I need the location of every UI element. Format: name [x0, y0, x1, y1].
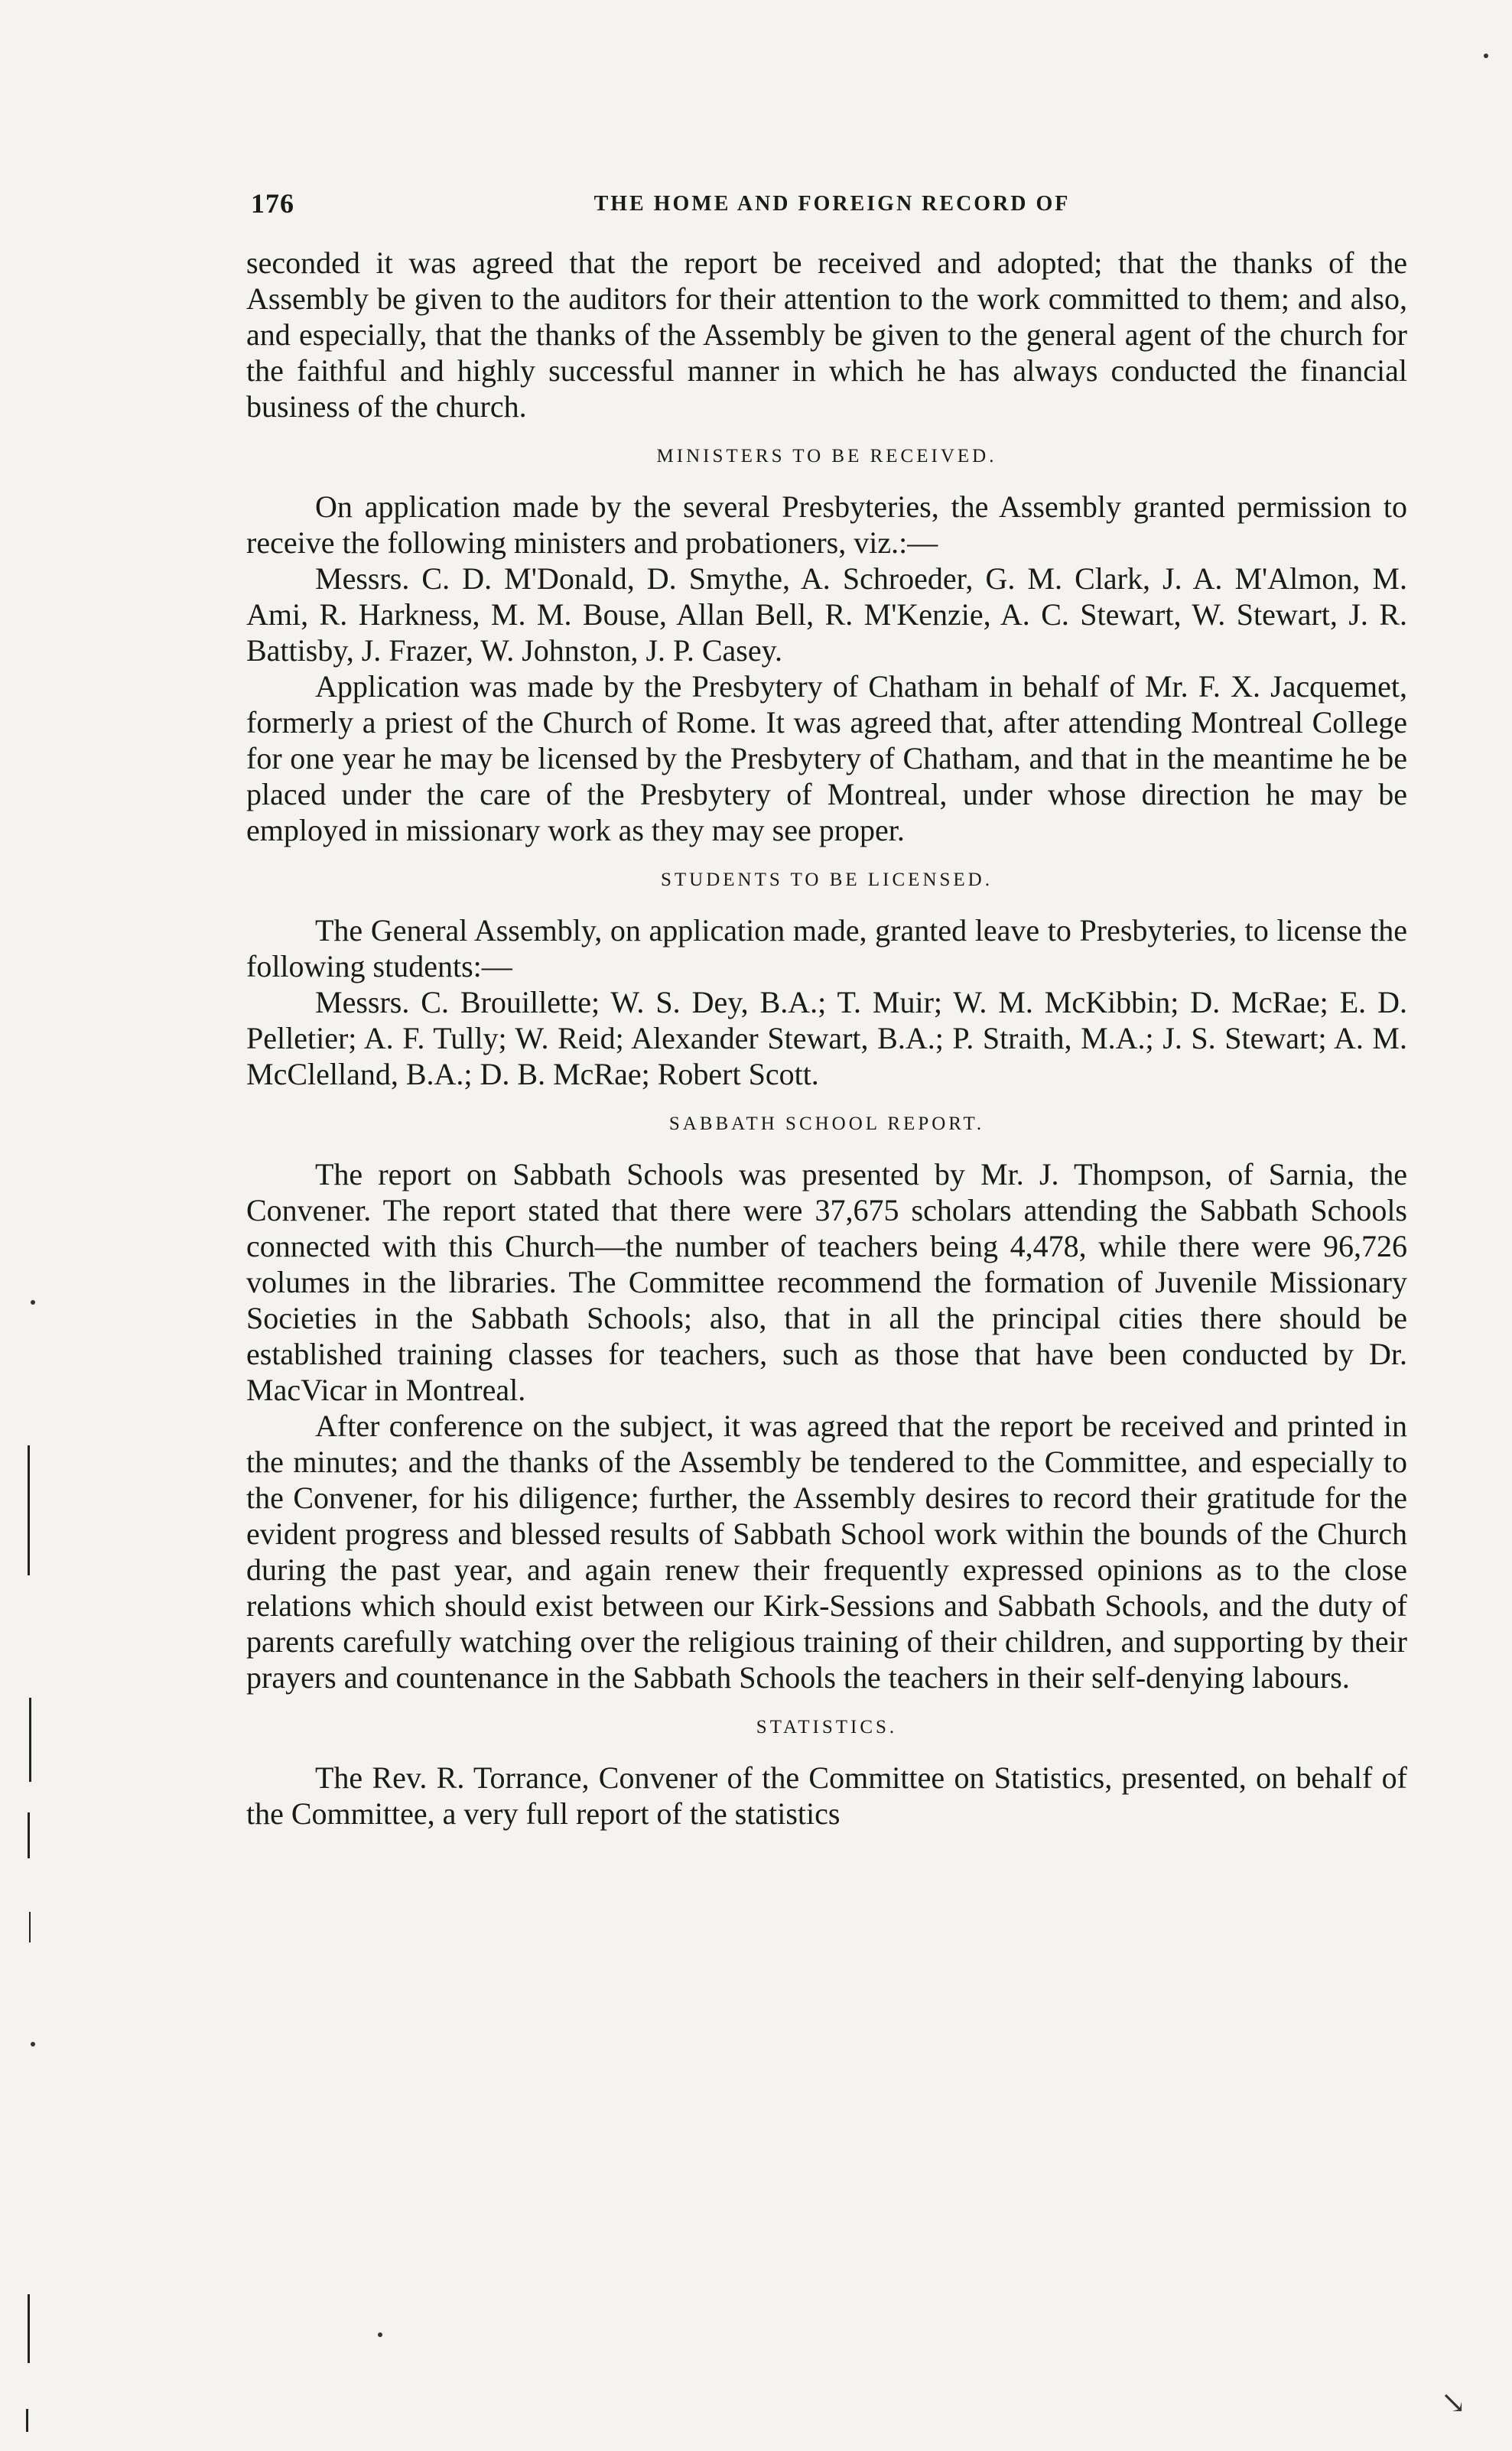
page-number: 176 — [251, 188, 294, 219]
margin-scan-dot — [31, 2042, 35, 2046]
page-header — [251, 187, 1413, 226]
margin-scan-mark — [29, 1912, 31, 1942]
section-heading-sabbath-school: SABBATH SCHOOL REPORT. — [668, 1113, 985, 1134]
body-text — [246, 245, 1407, 1832]
margin-scan-mark — [28, 1812, 30, 1858]
paragraph: The Rev. R. Torrance, Convener of the Committee on Statistics, presented, on behalf of the Committee, a very full report of the statistics — [246, 1760, 1407, 1831]
margin-scan-mark — [28, 1445, 30, 1575]
paragraph-continuation: seconded it was agreed that the report be received and adopted; that the thanks of the Assembly be given to the auditors for their attention to the work committed to them; and also, and especially, that the thanks of the Assembly be given to the general agent of the church for the faithful and highly successful manner in which he has always conducted the financial business of the church. — [246, 245, 1407, 424]
paragraph: The report on Sabbath Schools was presented by Mr. J. Thompson, of Sarnia, the Convener. The report stated that there were 37,675 scholars attending the Sabbath Schools connected with this Church—the number of teachers being 4,478, while there were 96,726 volumes in the libraries. The Committee recommend the formation of Juvenile Missionary Societies in the Sabbath Schools; also, that in all the principal cities there should be established training classes for teachers, such as those that have been conducted by Dr. MacVicar in Montreal. — [246, 1157, 1407, 1407]
margin-scan-dot — [31, 1300, 35, 1305]
running-head: THE HOME AND FOREIGN RECORD OF — [593, 192, 1071, 216]
paragraph: After conference on the subject, it was agreed that the report be received and printed in the minutes; and the thanks of the Assembly be tendered to the Committee, and especially to the Convener, for his diligence; further, the Assembly desires to record their gratitude for the evident progress and blessed results of Sabbath School work within the bounds of the Church during the past year, and again renew their frequently expressed opinions as to the close relations which should exist between our Kirk-Sessions and Sabbath Schools, and the duty of parents carefully watching over the religious training of their children, and supporting by their prayers and countenance in the Sabbath Schools the teachers in their self-denying labours. — [246, 1409, 1407, 1695]
margin-scan-mark — [28, 2294, 30, 2363]
section-heading-ministers: MINISTERS TO BE RECEIVED. — [656, 446, 997, 466]
section-heading-statistics: STATISTICS. — [756, 1717, 898, 1737]
paragraph: On application made by the several Presbyteries, the Assembly granted permission to receive the following ministers and probationers, viz.:— — [246, 489, 1407, 560]
paragraph-name-list: Messrs. C. Brouillette; W. S. Dey, B.A.; T. Muir; W. M. McKibbin; D. McRae; E. D. Pelletier; A. F. Tully; W. Reid; Alexander Stewart, B.A.; P. Straith, M.A.; J. S. Stewart; A. M. McClelland, B.A.; D. B. McRae; Robert Scott. — [246, 985, 1407, 1091]
paragraph: Application was made by the Presbytery of Chatham in behalf of Mr. F. X. Jacquemet, formerly a priest of the Church of Rome. It was agreed that, after attending Montreal College for one year he may be licensed by the Presbytery of Chatham, and that in the meantime he be placed under the care of the Presbytery of Montreal, under whose direction he may be employed in missionary work as they may see proper. — [246, 669, 1407, 847]
margin-scan-dot — [1484, 54, 1488, 58]
section-heading-students: STUDENTS TO BE LICENSED. — [661, 870, 993, 890]
margin-scan-dot — [378, 2332, 382, 2337]
paragraph: The General Assembly, on application made, granted leave to Presbyteries, to license the following students:— — [246, 913, 1407, 983]
corner-scan-mark-icon: ↘ — [1440, 2385, 1466, 2420]
paragraph-name-list: Messrs. C. D. M'Donald, D. Smythe, A. Schroeder, G. M. Clark, J. A. M'Almon, M. Ami, R. Harkness, M. M. Bouse, Allan Bell, R. M'Kenzie, A. C. Stewart, W. Stewart, J. R. Battisby, J. Frazer, W. Johnston, J. P. Casey. — [246, 561, 1407, 668]
margin-scan-mark — [29, 1698, 31, 1782]
margin-scan-mark — [26, 2409, 28, 2432]
